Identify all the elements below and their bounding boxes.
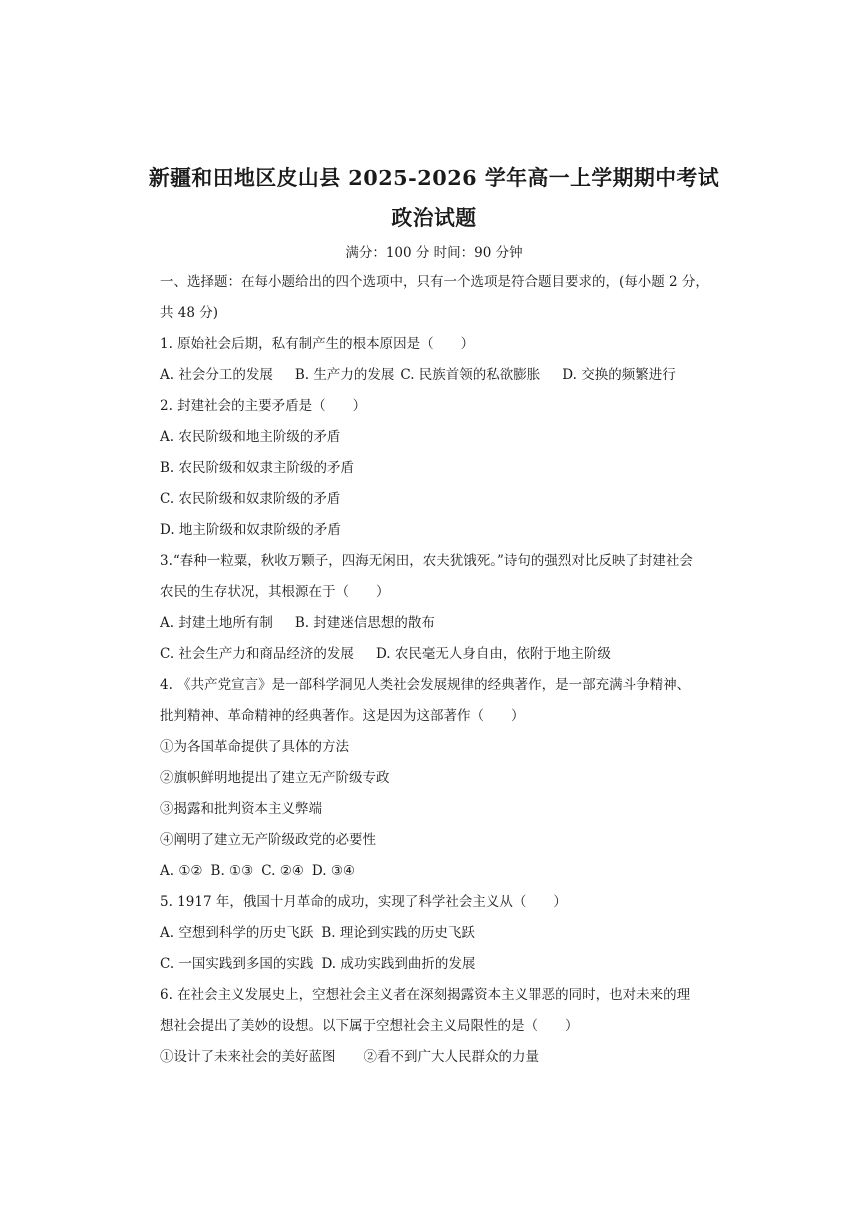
option-d: D. 成功实践到曲折的发展 xyxy=(321,956,476,972)
section-instruction: 一、选择题：在每小题给出的四个选项中，只有一个选项是符合题目要求的，(每小题 2 分， xyxy=(160,274,709,290)
statement-line xyxy=(160,1047,539,1067)
statement-2: ②看不到广大人民群众的力量 xyxy=(363,1049,539,1065)
statement-1: ①设计了未来社会的美好蓝图 xyxy=(160,1049,336,1065)
question-stem: 想社会提出了美妙的设想。以下属于空想社会主义局限性的是（ ） xyxy=(160,1018,579,1034)
option-d: D. ③④ xyxy=(311,863,356,879)
question-stem: 2. 封建社会的主要矛盾是（ ） xyxy=(160,398,367,414)
statement-4: ④阐明了建立无产阶级政党的必要性 xyxy=(160,832,376,848)
exam-subject-title: 政治试题 xyxy=(391,205,477,230)
option-b: B. ①③ xyxy=(210,863,254,879)
exam-meta: 满分：100 分 时间：90 分钟 xyxy=(345,245,523,261)
option-a: A. 空想到科学的历史飞跃 xyxy=(160,925,314,941)
option-line xyxy=(160,644,611,664)
question-stem: 3.“春种一粒粟，秋收万颗子，四海无闲田，农夫犹饿死。”诗句的强烈对比反映了封建社会 xyxy=(160,553,693,569)
option-line xyxy=(160,613,435,633)
statement-3: ③揭露和批判资本主义弊端 xyxy=(160,801,322,817)
option-d: D. 农民毫无人身自由，依附于地主阶级 xyxy=(375,646,611,662)
option-b: B. 农民阶级和奴隶主阶级的矛盾 xyxy=(160,460,355,476)
question-stem: 6. 在社会主义发展史上，空想社会主义者在深刻揭露资本主义罪恶的同时，也对未来的理 xyxy=(160,987,691,1003)
option-c: C. 民族首领的私欲膨胀 xyxy=(400,367,541,383)
question-stem: 农民的生存状况，其根源在于（ ） xyxy=(160,584,390,600)
question-stem: 4. 《共产党宣言》是一部科学洞见人类社会发展规律的经典著作，是一部充满斗争精神、 xyxy=(160,677,691,693)
option-c: C. 一国实践到多国的实践 xyxy=(160,956,314,972)
option-line xyxy=(160,365,676,385)
option-c: C. 农民阶级和奴隶阶级的矛盾 xyxy=(160,491,341,507)
question-stem: 5. 1917 年，俄国十月革命的成功，实现了科学社会主义从（ ） xyxy=(160,894,567,910)
option-a: A. 社会分工的发展 xyxy=(160,367,273,383)
question-stem: 批判精神、革命精神的经典著作。这是因为这部著作（ ） xyxy=(160,708,525,724)
option-a: A. ①② xyxy=(160,863,203,879)
option-a: A. 农民阶级和地主阶级的矛盾 xyxy=(160,429,341,445)
option-line xyxy=(160,861,355,881)
option-a: A. 封建土地所有制 xyxy=(160,615,273,631)
option-c: C. ②④ xyxy=(261,863,304,879)
option-line xyxy=(160,923,475,943)
section-instruction: 共 48 分) xyxy=(160,305,219,321)
option-b: B. 理论到实践的历史飞跃 xyxy=(321,925,475,941)
statement-2: ②旗帜鲜明地提出了建立无产阶级专政 xyxy=(160,770,390,786)
option-d: D. 交换的频繁进行 xyxy=(562,367,676,383)
question-stem: 1. 原始社会后期，私有制产生的根本原因是（ ） xyxy=(160,336,475,352)
option-b: B. 生产力的发展 xyxy=(294,367,395,383)
option-b: B. 封建迷信思想的散布 xyxy=(294,615,435,631)
option-d: D. 地主阶级和奴隶阶级的矛盾 xyxy=(160,522,341,538)
option-line xyxy=(160,954,475,974)
exam-title: 新疆和田地区皮山县 2025-2026 学年高一上学期期中考试 xyxy=(148,165,720,190)
statement-1: ①为各国革命提供了具体的方法 xyxy=(160,739,349,755)
option-c: C. 社会生产力和商品经济的发展 xyxy=(160,646,354,662)
